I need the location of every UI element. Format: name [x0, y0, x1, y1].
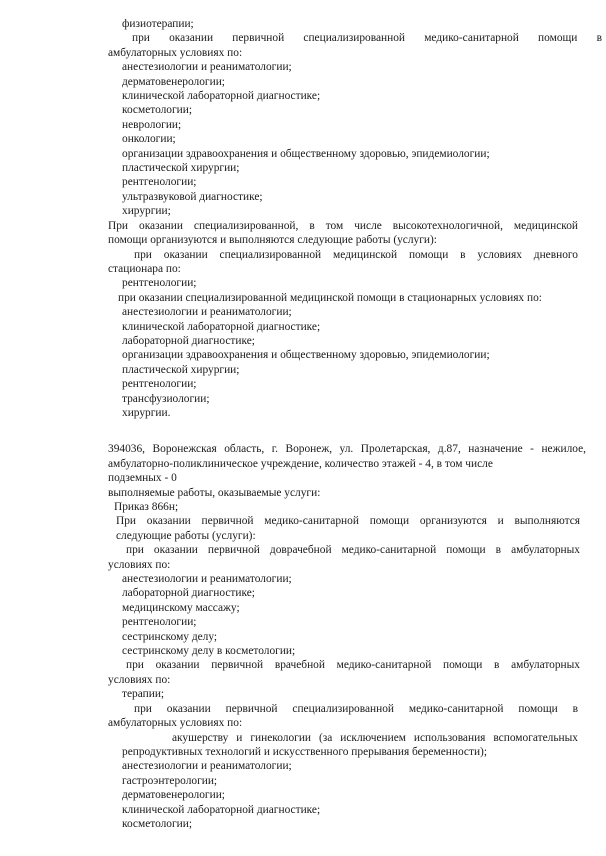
list-item: анестезиологии и реаниматологии; [122, 61, 292, 74]
list-item: пластической хирургии; [122, 162, 240, 175]
list-item: рентгенологии; [122, 277, 197, 290]
paragraph-line: амбулаторных условиях по: [108, 717, 243, 730]
list-item: сестринскому делу в косметологии; [122, 645, 296, 658]
paragraph-line: при оказании специализированной медицинской помощи в условиях дневного [134, 248, 578, 261]
address-line: подземных - 0 [108, 472, 177, 485]
list-item: анестезиологии и реаниматологии; [122, 760, 292, 773]
paragraph-line: следующие работы (услуги): [116, 529, 256, 542]
list-item: организации здравоохранения и общественному здоровью, эпидемиологии; [122, 147, 490, 160]
address-line: амбулаторно-поликлиническое учреждение, количество этажей - 4, в том числе [108, 457, 493, 470]
list-item: онкологии; [122, 133, 176, 146]
list-item: клинической лабораторной диагностике; [122, 803, 321, 816]
list-item: медицинскому массажу; [122, 601, 240, 614]
list-item: пластической хирургии; [122, 363, 240, 376]
list-item: хирургии; [122, 205, 171, 218]
paragraph-line: при оказании первичной доврачебной медико-санитарной помощи в амбулаторных [126, 544, 580, 557]
paragraph-line: при оказании первичной врачебной медико-санитарной помощи в амбулаторных [126, 659, 580, 672]
list-item: лабораторной диагностике; [122, 334, 255, 347]
list-item: дерматовенерологии; [122, 789, 225, 802]
list-item: клинической лабораторной диагностике; [122, 320, 321, 333]
paragraph-line: амбулаторных условиях по: [108, 46, 243, 59]
list-item: сестринскому делу; [122, 630, 218, 643]
list-item: терапии; [122, 688, 165, 701]
paragraph-line: условиях по: [108, 673, 171, 686]
paragraph-line: при оказании первичной специализированной медико-санитарной помощи в [134, 702, 578, 715]
list-item: хирургии. [122, 406, 171, 419]
list-item: ультразвуковой диагностике; [122, 190, 263, 203]
address-line: 394036, Воронежская область, г. Воронеж, ул. Пролетарская, д.87, назначение - нежилое, [108, 443, 586, 456]
list-item: рентгенологии; [122, 616, 197, 629]
paragraph-line: При оказании первичной медико-санитарной помощи организуются и выполняются [116, 515, 580, 528]
paragraph-line: стационара по: [108, 262, 181, 275]
works-label: выполняемые работы, оказываемые услуги: [108, 486, 321, 499]
list-item: физиотерапии; [122, 18, 194, 30]
paragraph-line: репродуктивных технологий и искусственного прерывания беременности); [122, 745, 488, 758]
list-item: косметологии; [122, 104, 193, 117]
list-item: клинической лабораторной диагностике; [122, 90, 321, 103]
list-item: организации здравоохранения и общественному здоровью, эпидемиологии; [122, 349, 490, 362]
paragraph-line: при оказании специализированной медицинской помощи в стационарных условиях по: [118, 291, 542, 304]
list-item: трансфузиологии; [122, 392, 210, 405]
paragraph-line: При оказании специализированной, в том числе высокотехнологичной, медицинской [108, 219, 578, 232]
list-item: анестезиологии и реаниматологии; [122, 573, 292, 586]
order-reference: Приказ 866н; [114, 501, 179, 513]
paragraph-line: при оказании первичной специализированной медико-санитарной помощи в [132, 32, 602, 45]
paragraph-line: условиях по: [108, 558, 171, 571]
list-item: рентгенологии; [122, 176, 197, 189]
section-spacer [0, 420, 606, 442]
list-item: анестезиологии и реаниматологии; [122, 306, 292, 319]
list-item: лабораторной диагностике; [122, 587, 255, 600]
paragraph-line: помощи организуются и выполняются следующие работы (услуги): [108, 234, 437, 247]
paragraph-line: акушерству и гинекологии (за исключением использования вспомогательных [172, 731, 578, 744]
list-item: косметологии; [122, 817, 193, 830]
list-item: неврологии; [122, 118, 182, 131]
list-item: гастроэнтерологии; [122, 774, 218, 787]
list-item: рентгенологии; [122, 378, 197, 391]
list-item: дерматовенерологии; [122, 75, 225, 88]
